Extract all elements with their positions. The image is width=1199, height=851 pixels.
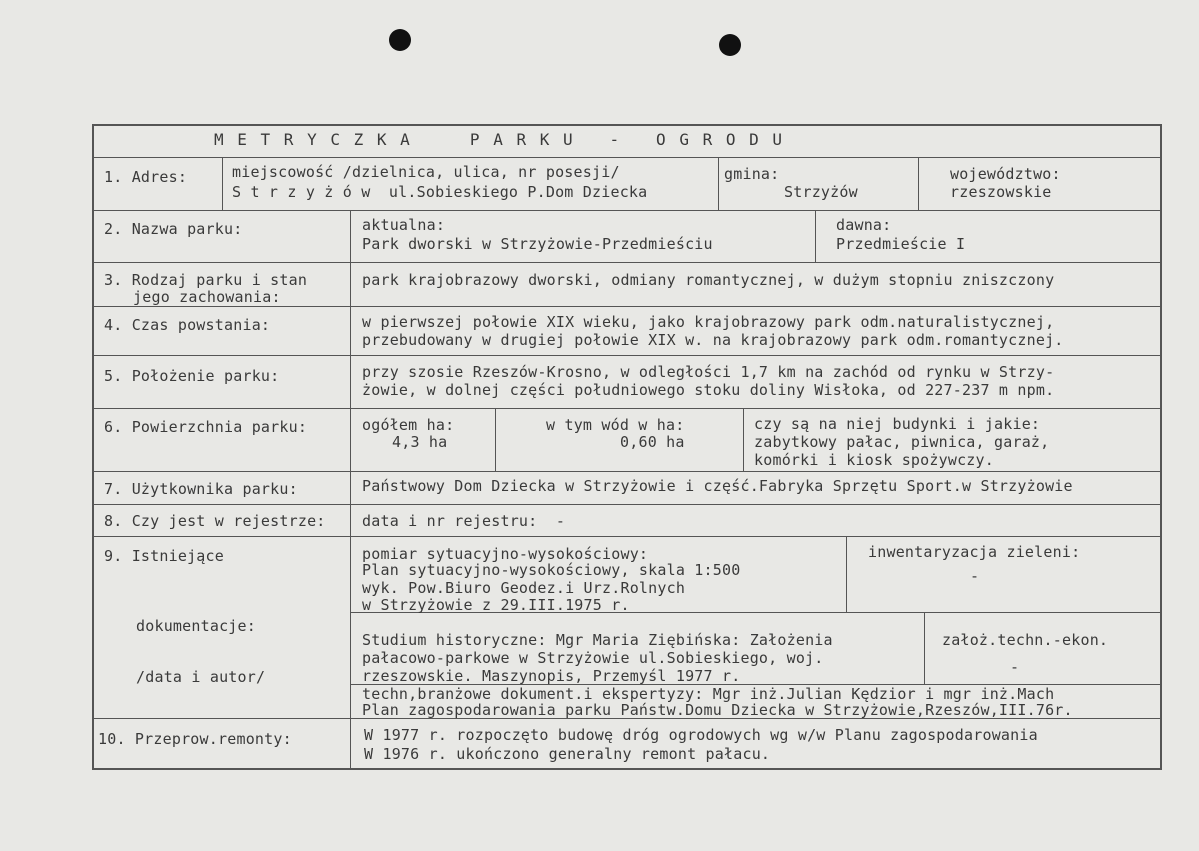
rule-row6 bbox=[92, 471, 1162, 472]
row9-survey-line3: w Strzyżowie z 29.III.1975 r. bbox=[362, 596, 630, 614]
row2-former-value: Przedmieście I bbox=[836, 235, 966, 253]
row9-survey-label: pomiar sytuacyjno-wysokościowy: bbox=[362, 545, 649, 563]
row1-woj-value: rzeszowskie bbox=[950, 183, 1052, 201]
rule-row8 bbox=[92, 536, 1162, 537]
row1-address-header: miejscowość /dzielnica, ulica, nr posesji/ bbox=[232, 163, 620, 181]
row6-water-value: 0,60 ha bbox=[620, 433, 685, 451]
row1-address-value: S t r z y ż ó w ul.Sobieskiego P.Dom Dziecka bbox=[232, 183, 648, 201]
card-title: M E T R Y C Z K A P A R K U - O G R O D U bbox=[214, 130, 785, 149]
row3-label-line1: 3. Rodzaj parku i stan bbox=[104, 271, 308, 289]
row9-technical-line2: Plan zagospodarowania parku Państw.Domu Dziecka w Strzyżowie,Rzeszów,III.76r. bbox=[362, 701, 1073, 719]
row3-value: park krajobrazowy dworski, odmiany romantycznej, w dużym stopniu zniszczony bbox=[362, 271, 1055, 289]
row6-buildings-label: czy są na niej budynki i jakie: bbox=[754, 415, 1041, 433]
punch-hole-right bbox=[719, 34, 741, 56]
row1-gmina-value: Strzyżów bbox=[784, 183, 858, 201]
row9-label-line1: 9. Istniejące bbox=[104, 547, 224, 565]
row10-line2: W 1976 r. ukończono generalny remont pałacu. bbox=[364, 745, 771, 763]
row1-woj-label: województwo: bbox=[950, 165, 1061, 183]
row9-technical-line1: techn,branżowe dokument.i ekspertyzy: Mgr inż.Julian Kędzior i mgr inż.Mach bbox=[362, 685, 1055, 703]
col-row9-a bbox=[846, 536, 847, 612]
col-row6-b bbox=[743, 408, 744, 471]
row9-study-line3: rzeszowskie. Maszynopis, Przemyśl 1977 r. bbox=[362, 667, 741, 685]
row1-label: 1. Adres: bbox=[104, 168, 188, 186]
col-row1-c bbox=[918, 157, 919, 210]
row5-line2: żowie, w dolnej części południowego stoku doliny Wisłoka, od 227-237 m npm. bbox=[362, 381, 1055, 399]
row9-survey-line2: wyk. Pow.Biuro Geodez.i Urz.Rolnych bbox=[362, 579, 686, 597]
row9-tech-econ-label: założ.techn.-ekon. bbox=[942, 631, 1109, 649]
row2-current-value: Park dworski w Strzyżowie-Przedmieściu bbox=[362, 235, 713, 253]
row9-study-line2: pałacowo-parkowe w Strzyżowie ul.Sobieskiego, woj. bbox=[362, 649, 824, 667]
row9-study-line1: Studium historyczne: Mgr Maria Ziębińska: Założenia bbox=[362, 631, 833, 649]
row7-label: 7. Użytkownika parku: bbox=[104, 480, 298, 498]
row9-survey-line1: Plan sytuacyjno-wysokościowy, skala 1:500 bbox=[362, 561, 741, 579]
col-row1-a bbox=[222, 157, 223, 210]
col-main bbox=[350, 210, 351, 770]
rule-row3 bbox=[92, 306, 1162, 307]
punch-hole-left bbox=[389, 29, 411, 51]
col-row6-a bbox=[495, 408, 496, 471]
row8-value: data i nr rejestru: - bbox=[362, 512, 566, 530]
row4-label: 4. Czas powstania: bbox=[104, 316, 271, 334]
row10-line1: W 1977 r. rozpoczęto budowę dróg ogrodowych wg w/w Planu zagospodarowania bbox=[364, 726, 1038, 744]
row9-label-line3: /data i autor/ bbox=[136, 668, 266, 686]
rule-row7 bbox=[92, 504, 1162, 505]
row6-label: 6. Powierzchnia parku: bbox=[104, 418, 308, 436]
col-row2 bbox=[815, 210, 816, 262]
rule-row2 bbox=[92, 262, 1162, 263]
row9-tech-econ-value: - bbox=[1010, 658, 1020, 676]
row6-total-label: ogółem ha: bbox=[362, 416, 455, 434]
rule-title bbox=[92, 157, 1162, 158]
rule-row5 bbox=[92, 408, 1162, 409]
row6-buildings-line1: zabytkowy pałac, piwnica, garaż, bbox=[754, 433, 1050, 451]
row6-water-label: w tym wód w ha: bbox=[546, 416, 685, 434]
row9-greenery-label: inwentaryzacja zieleni: bbox=[868, 543, 1081, 561]
row7-value: Państwowy Dom Dziecka w Strzyżowie i część.Fabryka Sprzętu Sport.w Strzyżowie bbox=[362, 477, 1073, 495]
row6-total-value: 4,3 ha bbox=[392, 433, 448, 451]
row2-label: 2. Nazwa parku: bbox=[104, 220, 243, 238]
rule-row1 bbox=[92, 210, 1162, 211]
row5-line1: przy szosie Rzeszów-Krosno, w odległości 1,7 km na zachód od rynku w Strzy- bbox=[362, 363, 1055, 381]
row10-label: 10. Przeprow.remonty: bbox=[98, 730, 292, 748]
row9-label-line2: dokumentacje: bbox=[136, 617, 256, 635]
col-row1-b bbox=[718, 157, 719, 210]
row6-buildings-line2: komórki i kiosk spożywczy. bbox=[754, 451, 994, 469]
row2-former-label: dawna: bbox=[836, 216, 892, 234]
row9-greenery-value: - bbox=[970, 567, 980, 585]
row2-current-label: aktualna: bbox=[362, 216, 446, 234]
row4-line2: przebudowany w drugiej połowie XIX w. na krajobrazowy park odm.romantycznej. bbox=[362, 331, 1064, 349]
row5-label: 5. Położenie parku: bbox=[104, 367, 280, 385]
row1-gmina-label: gmina: bbox=[724, 165, 780, 183]
row8-label: 8. Czy jest w rejestrze: bbox=[104, 512, 326, 530]
rule-row4 bbox=[92, 355, 1162, 356]
col-row9-b bbox=[924, 612, 925, 684]
row4-line1: w pierwszej połowie XIX wieku, jako krajobrazowy park odm.naturalistycznej, bbox=[362, 313, 1055, 331]
row3-label-line2: jego zachowania: bbox=[133, 288, 281, 306]
